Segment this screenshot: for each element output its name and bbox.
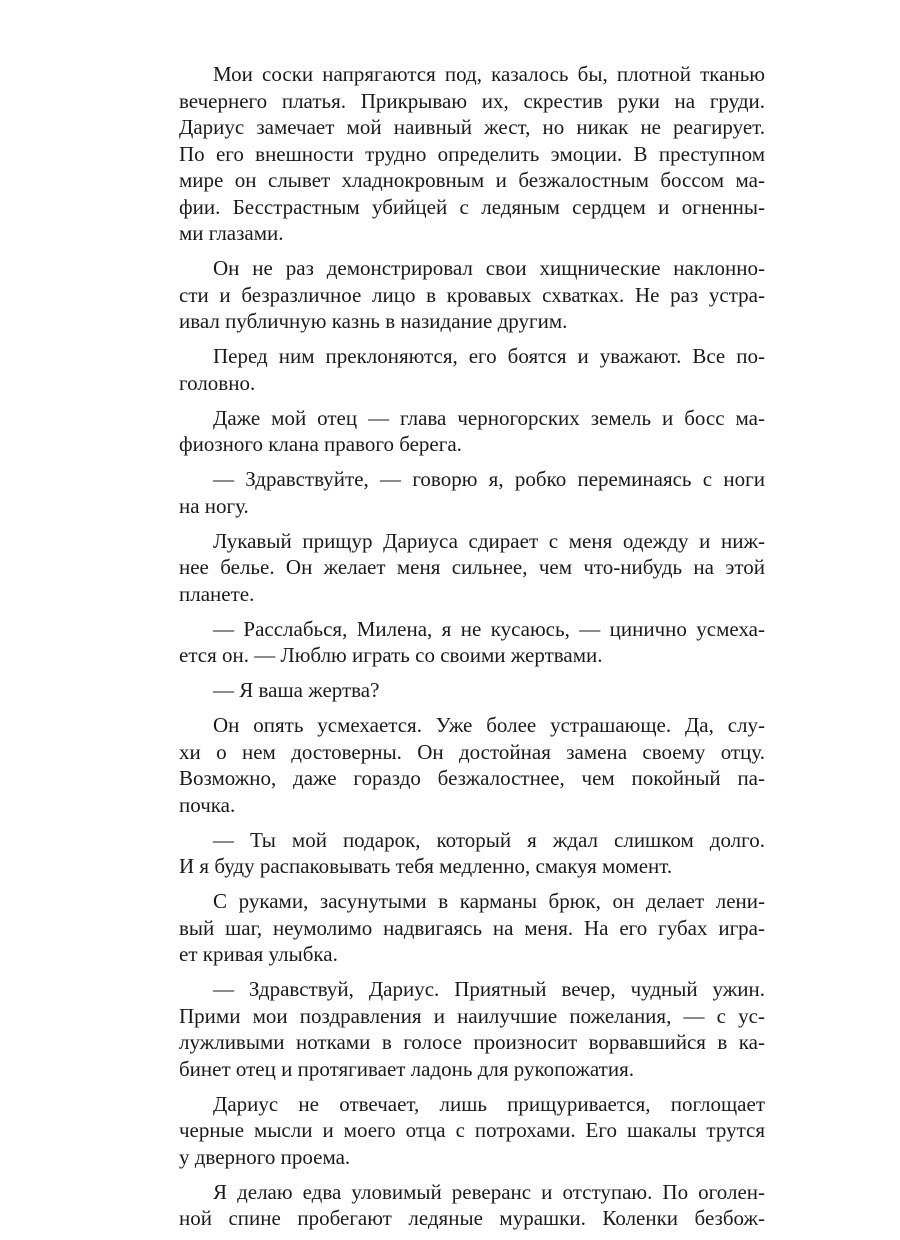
text-line: С руками, засунутыми в карманы брюк, он делает лени- (213, 889, 765, 913)
text-line: Я делаю едва уловимый реверанс и отступаю. По оголен- (213, 1179, 765, 1204)
text-line: Даже мой отец — глава черногорских земель и босс ма- (213, 405, 765, 430)
paragraph (179, 712, 765, 818)
text-line: ной спине пробегают ледяные мурашки. Коленки безбож- (179, 1206, 765, 1230)
text-line: у дверного проема. (179, 1144, 351, 1169)
text-line: фиозного клана правого берега. (179, 432, 462, 456)
text-line: хи о нем достоверны. Он достойная замена своему отцу. (179, 739, 765, 764)
paragraph (179, 405, 765, 458)
paragraph (179, 677, 765, 704)
text-line: Дариус замечает мой наивный жест, но никак не реагирует. (179, 115, 765, 139)
text-line: почка. (179, 792, 236, 817)
text-line: Возможно, даже гораздо безжалостнее, чем покойный па- (179, 766, 765, 790)
text-line: Он не раз демонстрировал свои хищнические наклонно- (213, 256, 765, 280)
paragraph (179, 1091, 765, 1171)
paragraph (179, 343, 765, 396)
text-line: ется он. — Люблю играть со своими жертвами. (179, 643, 603, 667)
paragraph (179, 1179, 765, 1232)
text-line: ивал публичную казнь в назидание другим. (179, 309, 568, 333)
text-line: — Я ваша жертва? (213, 678, 380, 702)
text-line: По его внешности трудно определить эмоции. В преступном (179, 141, 765, 166)
text-line: на ногу. (179, 493, 249, 518)
text-line: черные мысли и моего отца с потрохами. Его шакалы трутся (179, 1118, 765, 1142)
text-line: ми глазами. (179, 221, 284, 245)
paragraph (179, 976, 765, 1082)
paragraph (179, 255, 765, 335)
text-line: ет кривая улыбка. (179, 942, 338, 966)
text-line: головно. (179, 370, 256, 395)
paragraph (179, 61, 765, 247)
paragraph (179, 827, 765, 880)
text-line: вый шаг, неумолимо надвигаясь на меня. На его губах игра- (179, 915, 765, 940)
text-line: Мои соски напрягаются под, казалось бы, плотной тканью (213, 62, 765, 86)
paragraph (179, 528, 765, 608)
text-line: — Расслабься, Милена, я не кусаюсь, — цинично усмеха- (213, 616, 765, 641)
text-line: И я буду распаковывать тебя медленно, смакуя момент. (179, 854, 673, 878)
text-line: — Здравствуй, Дариус. Приятный вечер, чудный ужин. (213, 977, 765, 1001)
text-line: вечернего платья. Прикрываю их, скрестив руки на груди. (179, 88, 765, 113)
text-line: Он опять усмехается. Уже более устрашающе. Да, слу- (213, 713, 765, 737)
text-line: Дариус не отвечает, лишь прищуривается, поглощает (213, 1091, 765, 1116)
page-body-text (179, 61, 765, 1240)
text-line: мире он слывет хладнокровным и безжалостным боссом ма- (179, 168, 765, 192)
paragraph (179, 466, 765, 519)
text-line: Прими мои поздравления и наилучшие пожелания, — с ус- (179, 1003, 765, 1028)
text-line: сти и безразличное лицо в кровавых схватках. Не раз устра- (179, 282, 765, 307)
text-line: Лукавый прищур Дариуса сдирает с меня одежду и ниж- (213, 528, 765, 553)
text-line: нее белье. Он желает меня сильнее, чем что-нибудь на этой (179, 555, 765, 579)
paragraph (179, 616, 765, 669)
paragraph (179, 888, 765, 968)
text-line: — Ты мой подарок, который я ждал слишком долго. (213, 827, 765, 852)
text-line: лужливыми нотками в голосе произносит ворвавшийся в ка- (179, 1030, 765, 1054)
text-line: планете. (179, 581, 255, 606)
text-line: бинет отец и протягивает ладонь для рукопожатия. (179, 1056, 634, 1081)
text-line: Перед ним преклоняются, его боятся и уважают. Все по- (213, 344, 765, 368)
text-line: фии. Бесстрастным убийцей с ледяным сердцем и огненны- (179, 194, 765, 219)
text-line: — Здравствуйте, — говорю я, робко переминаясь с ноги (213, 467, 765, 491)
